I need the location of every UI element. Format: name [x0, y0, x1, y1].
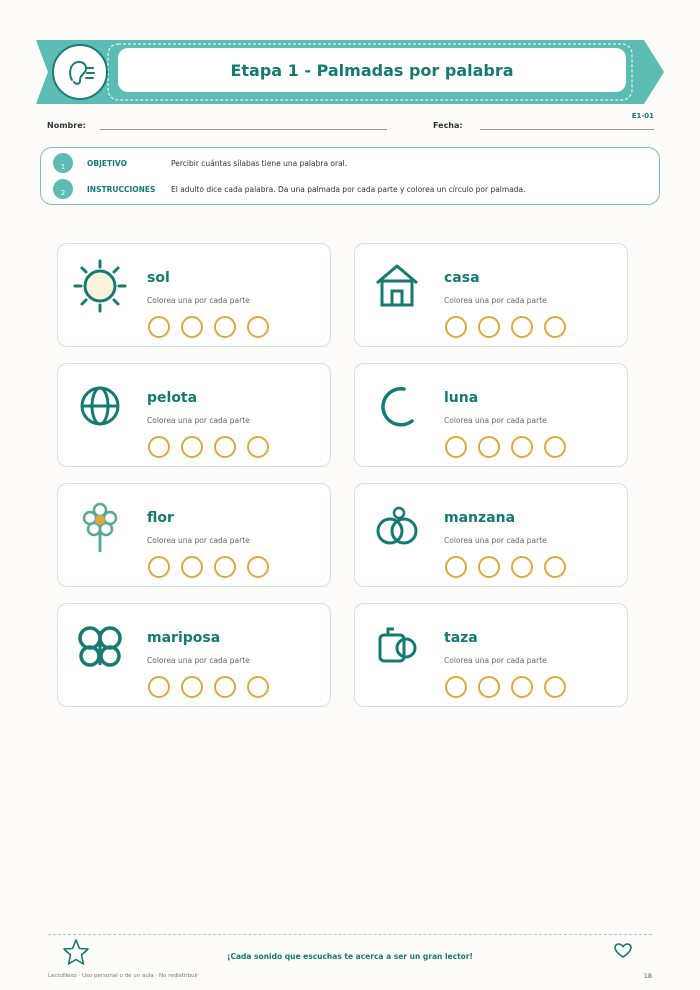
- syllable-circles: [445, 436, 566, 458]
- page-number: 18: [643, 972, 652, 980]
- ball-icon: [70, 380, 130, 432]
- syllable-circles: [148, 436, 269, 458]
- syllable-circle[interactable]: [148, 436, 170, 458]
- hint-text: Colorea una por cada parte: [147, 416, 250, 425]
- sun-icon: [70, 260, 130, 312]
- word-card-pelota: [57, 363, 331, 467]
- word-card-mariposa: [57, 603, 331, 707]
- header-banner: [36, 40, 664, 104]
- syllable-circle[interactable]: [214, 316, 236, 338]
- syllable-circle[interactable]: [445, 556, 467, 578]
- syllable-circle[interactable]: [445, 316, 467, 338]
- word-card-sol: [57, 243, 331, 347]
- syllable-circle[interactable]: [511, 556, 533, 578]
- syllable-circle[interactable]: [148, 556, 170, 578]
- syllable-circle[interactable]: [478, 676, 500, 698]
- syllable-circles: [148, 316, 269, 338]
- hint-text: Colorea una por cada parte: [147, 656, 250, 665]
- syllable-circles: [148, 676, 269, 698]
- syllable-circle[interactable]: [181, 556, 203, 578]
- step-number: 2: [53, 179, 73, 199]
- word-label: casa: [444, 270, 480, 286]
- instructions-label: INSTRUCCIONES: [87, 184, 156, 194]
- instructions-box: [40, 147, 660, 205]
- word-label: sol: [147, 270, 170, 286]
- moon-icon: [367, 380, 427, 432]
- word-card-taza: [354, 603, 628, 707]
- word-card-casa: [354, 243, 628, 347]
- hint-text: Colorea una por cada parte: [444, 296, 547, 305]
- hint-text: Colorea una por cada parte: [444, 416, 547, 425]
- syllable-circle[interactable]: [214, 436, 236, 458]
- word-label: pelota: [147, 390, 198, 406]
- syllable-circles: [445, 556, 566, 578]
- syllable-circle[interactable]: [148, 316, 170, 338]
- date-field[interactable]: [480, 129, 654, 130]
- syllable-circle[interactable]: [511, 676, 533, 698]
- footer-divider: [48, 934, 652, 935]
- page-title: Etapa 1 - Palmadas por palabra: [230, 60, 514, 80]
- syllable-circle[interactable]: [445, 676, 467, 698]
- syllable-circle[interactable]: [511, 316, 533, 338]
- syllable-circle[interactable]: [445, 436, 467, 458]
- syllable-circle[interactable]: [544, 556, 566, 578]
- heart-icon: [614, 943, 632, 963]
- date-label: Fecha:: [433, 121, 463, 130]
- word-label: taza: [444, 630, 478, 646]
- instructions-row: [53, 178, 526, 200]
- objective-text: Percibir cuántas sílabas tiene una palabra oral.: [171, 158, 348, 168]
- name-label: Nombre:: [47, 121, 86, 130]
- syllable-circles: [445, 676, 566, 698]
- hint-text: Colorea una por cada parte: [444, 656, 547, 665]
- syllable-circle[interactable]: [181, 676, 203, 698]
- syllable-circle[interactable]: [247, 316, 269, 338]
- syllable-circle[interactable]: [478, 316, 500, 338]
- syllable-circle[interactable]: [544, 676, 566, 698]
- syllable-circle[interactable]: [247, 556, 269, 578]
- word-card-manzana: [354, 483, 628, 587]
- objective-label: OBJETIVO: [87, 158, 127, 168]
- syllable-circle[interactable]: [544, 316, 566, 338]
- hint-text: Colorea una por cada parte: [444, 536, 547, 545]
- word-card-luna: [354, 363, 628, 467]
- objective-row: [53, 152, 348, 174]
- apple-icon: [367, 500, 427, 552]
- ear-icon: [52, 44, 108, 100]
- syllable-circle[interactable]: [511, 436, 533, 458]
- syllable-circle[interactable]: [214, 676, 236, 698]
- syllable-circle[interactable]: [148, 676, 170, 698]
- word-label: flor: [147, 510, 174, 526]
- syllable-circle[interactable]: [214, 556, 236, 578]
- syllable-circle[interactable]: [544, 436, 566, 458]
- word-label: manzana: [444, 510, 516, 526]
- syllable-circle[interactable]: [247, 676, 269, 698]
- hint-text: Colorea una por cada parte: [147, 536, 250, 545]
- title-box: [118, 48, 626, 92]
- syllable-circles: [148, 556, 269, 578]
- syllable-circle[interactable]: [478, 436, 500, 458]
- syllable-circle[interactable]: [247, 436, 269, 458]
- license-text: LectoNexo · Uso personal o de un aula · No redistribuir: [48, 973, 199, 979]
- word-label: mariposa: [147, 630, 221, 646]
- step-number: 1: [53, 153, 73, 173]
- instructions-text: El adulto dice cada palabra. Da una palmada por cada parte y colorea un círculo por palmada.: [171, 184, 526, 194]
- word-card-flor: [57, 483, 331, 587]
- name-field[interactable]: [100, 129, 387, 130]
- syllable-circle[interactable]: [181, 436, 203, 458]
- syllable-circles: [445, 316, 566, 338]
- flower-icon: [70, 500, 130, 552]
- syllable-circle[interactable]: [181, 316, 203, 338]
- footer-message: ¡Cada sonido que escuchas te acerca a ser un gran lector!: [227, 952, 473, 961]
- syllable-circle[interactable]: [478, 556, 500, 578]
- hint-text: Colorea una por cada parte: [147, 296, 250, 305]
- word-label: luna: [444, 390, 479, 406]
- butterfly-icon: [70, 620, 130, 672]
- house-icon: [367, 260, 427, 312]
- worksheet-code: E1-01: [631, 112, 654, 120]
- cup-icon: [367, 620, 427, 672]
